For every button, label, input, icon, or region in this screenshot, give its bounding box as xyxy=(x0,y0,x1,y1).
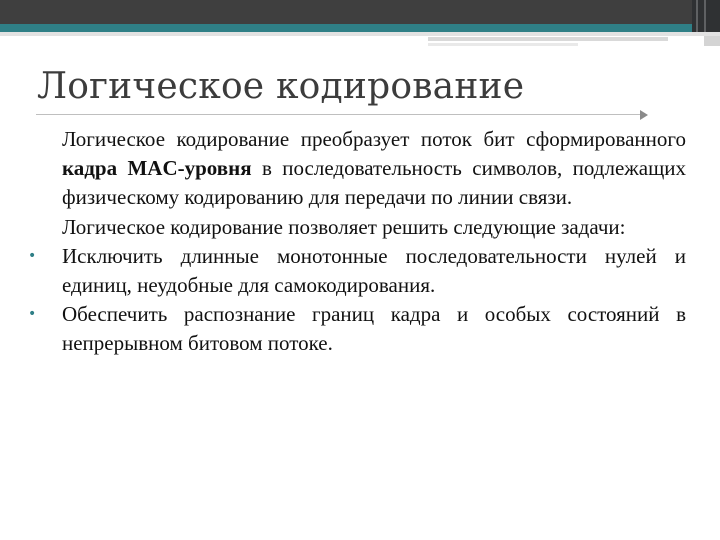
header-corner-stripe xyxy=(696,0,698,32)
header-corner-stripe xyxy=(704,0,706,32)
paragraph-text: в последовательность символов, подлежащих физическому кодированию для передачи по линии связи. xyxy=(62,156,686,210)
header-band-grey xyxy=(0,32,720,36)
header-accent-line xyxy=(428,37,668,41)
list-item-text: Обеспечить распознание границ кадра и особых состояний в непрерывном битовом потоке. xyxy=(62,302,686,356)
list-item xyxy=(28,300,686,358)
paragraph-emphasis: кадра MAC-уровня xyxy=(62,156,252,181)
paragraph-text: Логическое кодирование преобразует поток бит сформированного xyxy=(62,127,686,151)
title-arrow-icon xyxy=(640,110,648,120)
header-band-teal xyxy=(0,24,692,32)
list-item-text: Исключить длинные монотонные последовательности нулей и единиц, неудобные для самокодирования. xyxy=(62,243,686,298)
paragraph-definition xyxy=(62,125,686,213)
bullet-icon: • xyxy=(28,306,37,323)
bullet-icon: • xyxy=(28,247,37,264)
slide-title: Логическое кодирование xyxy=(37,66,525,107)
slide-body xyxy=(28,125,686,359)
header-corner-stub xyxy=(704,36,720,46)
task-list xyxy=(28,242,686,359)
header-band-dark xyxy=(0,0,692,24)
paragraph-tasks-intro: Логическое кодирование позволяет решить следующие задачи: xyxy=(62,214,626,239)
header-accent-line xyxy=(428,43,578,46)
title-underline xyxy=(36,114,642,115)
list-item xyxy=(28,242,686,300)
